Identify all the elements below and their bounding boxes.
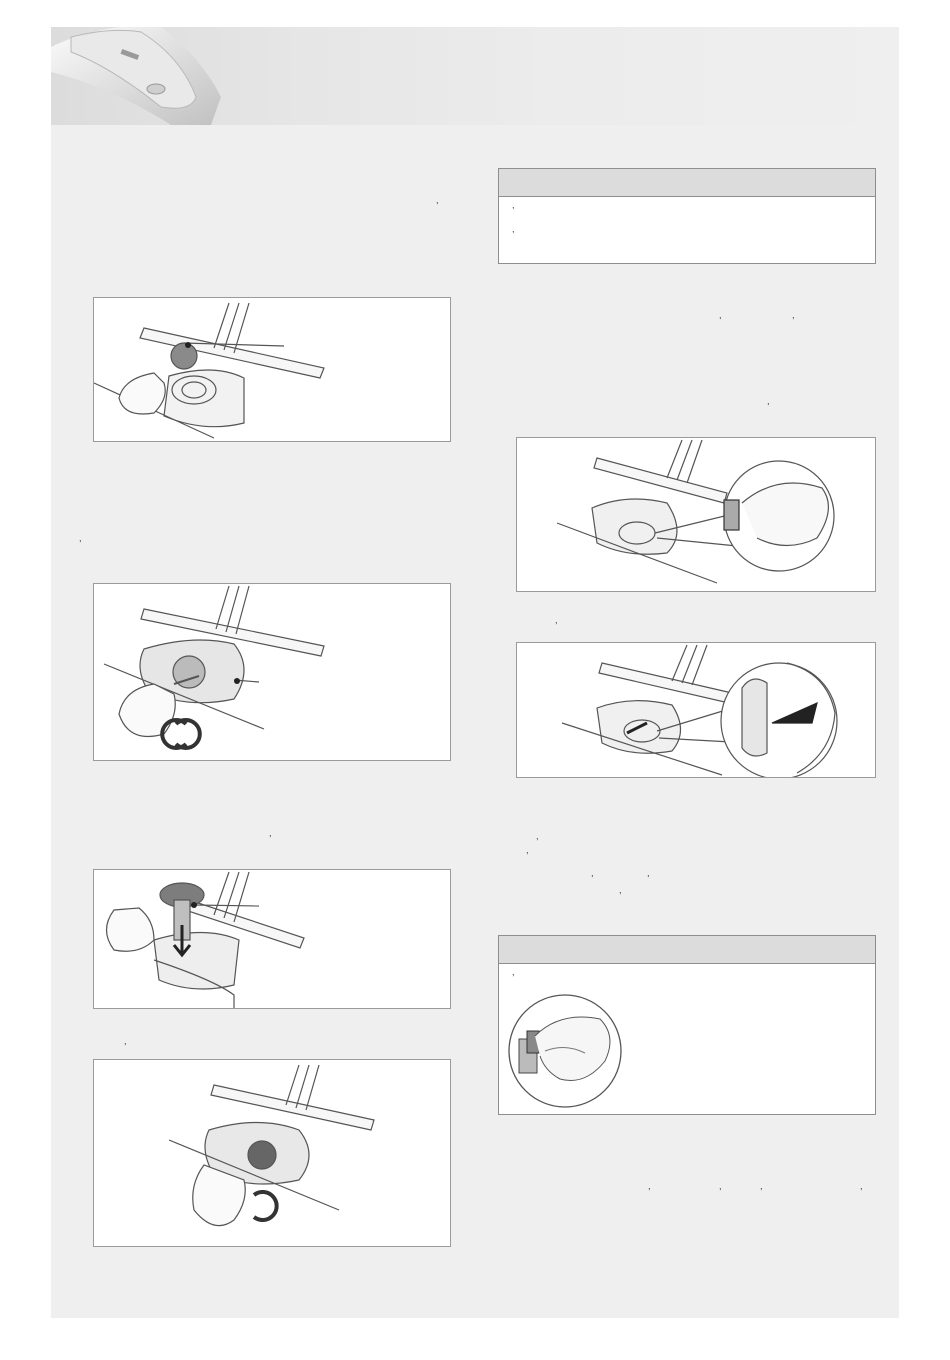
- figure-3: [93, 869, 451, 1009]
- text-mark: ,: [619, 885, 622, 895]
- text-mark: ,: [647, 868, 650, 878]
- figure-5: [516, 437, 876, 592]
- text-mark: ,: [124, 1036, 127, 1046]
- figure-6: [516, 642, 876, 778]
- note-mark: ,: [512, 224, 515, 234]
- text-mark: ,: [719, 310, 722, 320]
- figure-2: [93, 583, 451, 761]
- clip-press-illustration: [517, 438, 876, 592]
- filter-reinsert-illustration: [94, 1060, 451, 1247]
- filter-removal-illustration: [94, 298, 451, 442]
- text-mark: ,: [526, 845, 529, 855]
- text-mark: ,: [79, 533, 82, 543]
- filter-turn-illustration: [94, 584, 451, 761]
- filter-lift-illustration: [94, 870, 451, 1009]
- figure-1: [93, 297, 451, 442]
- note-mark: ,: [512, 967, 515, 977]
- note-mark: ,: [512, 200, 515, 210]
- text-mark: ,: [536, 831, 539, 841]
- text-mark: ,: [792, 310, 795, 320]
- text-mark: ,: [436, 195, 439, 205]
- text-mark: ,: [591, 868, 594, 878]
- text-mark: ,: [719, 1181, 722, 1191]
- text-mark: ,: [555, 615, 558, 625]
- text-mark: ,: [767, 396, 770, 406]
- header-banner: [51, 27, 899, 125]
- text-mark: ,: [760, 1181, 763, 1191]
- note-box: [498, 935, 876, 1115]
- clip-insert-illustration: [517, 643, 876, 778]
- clip-detail-illustration: [505, 991, 625, 1111]
- control-panel-image: [51, 27, 899, 125]
- text-mark: ,: [648, 1181, 651, 1191]
- note-header: [499, 936, 875, 964]
- note-header: [499, 169, 875, 197]
- text-mark: ,: [860, 1181, 863, 1191]
- text-mark: ,: [269, 828, 272, 838]
- figure-4: [93, 1059, 451, 1247]
- note-box: [498, 168, 876, 264]
